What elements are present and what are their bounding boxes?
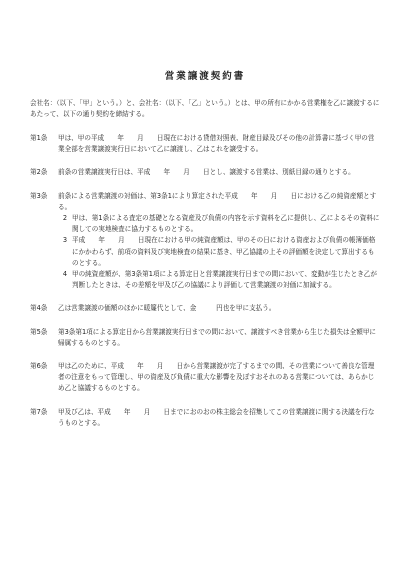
article-number: 第7条 [30,407,48,416]
article-text: 甲及び乙は、平成 年 月 日までにおのおの株主総会を招集してこの営業譲渡に関する決議を行なうものとする。 [58,407,375,427]
preamble: 会社名：（以下、「甲」という。）と、会社名：（以下、「乙」という。）とは、甲の所有にかかる営業権を乙に譲渡するにあたって、以下の通り契約を締結する。 [30,99,380,118]
article-number: 第1条 [30,134,48,142]
article-number: 第4条 [30,304,48,313]
article-text: 甲は乙のために、平成 年 月 日から営業譲渡が完了するまでの間、その営業について善良な管理者の注意をもって管理し、甲の資産及び負債に重大な影響を及ぼすおそれのある営業については、あらかじめ乙と協議するものとする。 [58,362,375,393]
item-text: 甲の純資産額が、第3条第1項による算定日と営業譲渡実行日までの間において、変動が生じたとき乙が判断したときは、その差額を甲及び乙の協議により評価して営業譲渡の対価に加減する。 [72,270,377,290]
article-text: 前条の営業譲渡実行日は、平成 年 月 日とし、譲渡する営業は、別紙目録の通りとする。 [58,168,355,177]
item-text: 平成 年 月 日現在における甲の純資産額は、甲のその日における資産および負債の帳簿価格にかかわらず、前項の資料及び実地検査の結果に基き、甲乙協議の上その評価額を決定して算出するものとする。 [72,236,376,267]
item-number: 3 [62,236,68,245]
article-number: 第3条 [30,191,48,200]
article-body [58,191,380,292]
article-4 [30,303,380,314]
document-title: 営業譲渡契約書 [164,71,246,82]
article-5 [30,327,380,349]
article-1 [30,133,380,155]
article-text: 甲は、甲の平成 年 月 日現在における貸借対照表、財産目録及びその他の計算書に基づく甲の営業全部を営業譲渡実行日において乙に譲渡し、乙はこれを譲受する。 [58,134,375,154]
article-item [62,213,380,235]
article-number: 第6条 [30,362,48,371]
item-number: 4 [62,270,68,279]
article-text: 乙は営業譲渡の価額のほかに暖簾代として、金 円也を甲に支払う。 [58,304,276,313]
article-item [62,269,380,291]
article-number: 第5条 [30,327,48,336]
item-text: 甲は、第1条による査定の基礎となる資産及び負債の内容を示す資料を乙に提供し、乙によるその資料に関しての実地検査に協力するものとする。 [72,214,380,234]
article-6 [30,361,380,395]
article-text: 前条による営業譲渡の対価は、第3条1により算定された平成 年 月 日における乙の純資産額とする。 [58,191,377,211]
item-number: 2 [62,214,68,223]
article-item [62,235,380,269]
article-items [58,213,380,291]
article-number: 第2条 [30,168,48,177]
article-3 [30,191,380,292]
article-2 [30,167,380,178]
article-text: 第3条第1項による算定日から営業譲渡実行日までの間において、譲渡すべき営業から生じた損失は全額甲に帰属するものとする。 [58,327,377,347]
article-7 [30,407,380,429]
